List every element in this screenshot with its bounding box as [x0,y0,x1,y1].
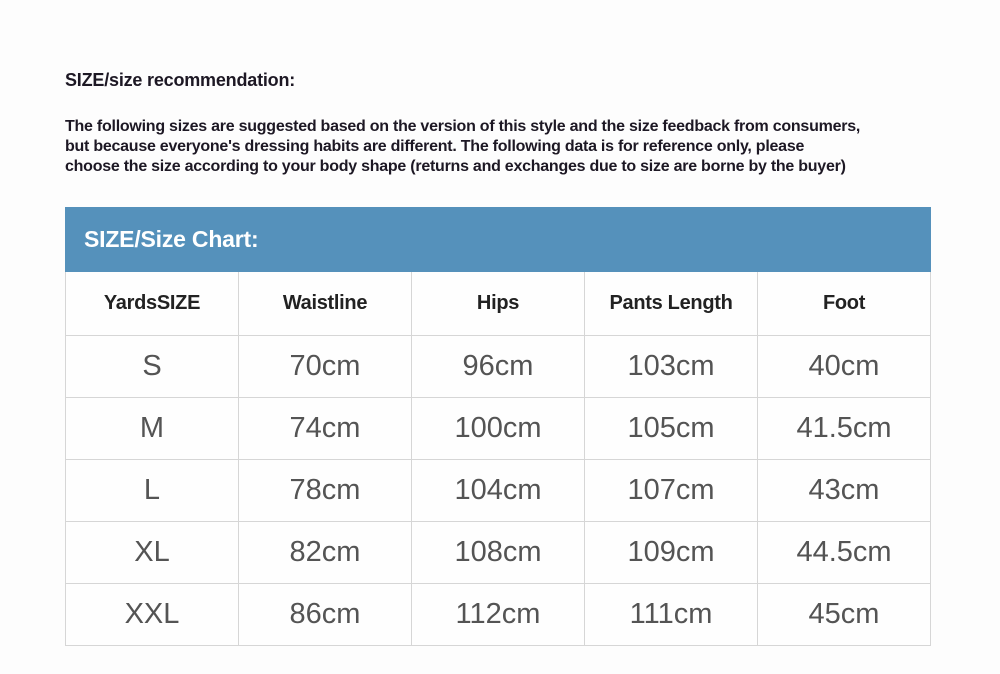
cell-size-label: M [66,397,239,459]
cell-foot: 43cm [758,459,931,521]
cell-size-label: XL [66,521,239,583]
cell-waistline: 82cm [239,521,412,583]
paragraph-line-1: The following sizes are suggested based on the version of this style and the size feedback from consumers, [65,118,861,135]
cell-pants-length: 105cm [585,397,758,459]
cell-waistline: 70cm [239,335,412,397]
size-chart-section [65,207,931,646]
table-row-s [66,335,931,397]
cell-waistline: 78cm [239,459,412,521]
cell-foot: 45cm [758,583,931,645]
cell-pants-length: 107cm [585,459,758,521]
size-recommendation-paragraph [65,117,1000,177]
cell-pants-length: 103cm [585,335,758,397]
column-header-waistline: Waistline [239,272,412,335]
cell-waistline: 74cm [239,397,412,459]
cell-pants-length: 109cm [585,521,758,583]
column-header-yards-size: YardsSIZE [66,272,239,335]
size-recommendation-heading: SIZE/size recommendation: [65,70,296,90]
cell-size-label: L [66,459,239,521]
table-row-m [66,397,931,459]
cell-hips: 104cm [412,459,585,521]
size-chart-title-bar [65,207,931,272]
cell-hips: 100cm [412,397,585,459]
table-row-xxl [66,583,931,645]
paragraph-line-3: choose the size according to your body shape (returns and exchanges due to size are borne by the buyer) [65,158,846,175]
cell-foot: 41.5cm [758,397,931,459]
size-chart-title: SIZE/Size Chart: [84,226,259,252]
cell-foot: 40cm [758,335,931,397]
cell-hips: 96cm [412,335,585,397]
table-header-row [66,272,931,335]
column-header-hips: Hips [412,272,585,335]
cell-hips: 112cm [412,583,585,645]
cell-size-label: S [66,335,239,397]
cell-size-label: XXL [66,583,239,645]
paragraph-line-2: but because everyone's dressing habits are different. The following data is for reference only, please [65,138,805,155]
cell-waistline: 86cm [239,583,412,645]
cell-hips: 108cm [412,521,585,583]
column-header-foot: Foot [758,272,931,335]
column-header-pants-length: Pants Length [585,272,758,335]
table-row-xl [66,521,931,583]
cell-foot: 44.5cm [758,521,931,583]
table-row-l [66,459,931,521]
size-chart-table [65,272,931,646]
cell-pants-length: 111cm [585,583,758,645]
